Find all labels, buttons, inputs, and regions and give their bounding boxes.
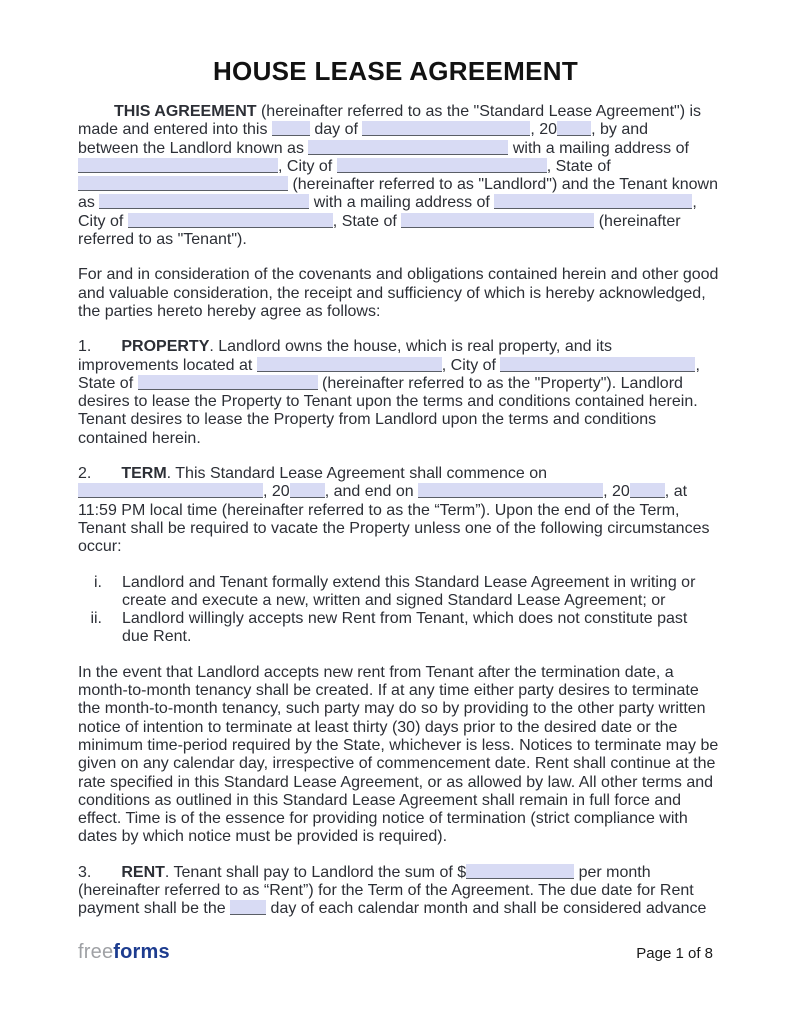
text-line bbox=[78, 792, 713, 810]
document-body bbox=[78, 103, 719, 919]
bold-text-run: THIS AGREEMENT bbox=[114, 103, 257, 120]
text-run: , 20 bbox=[263, 483, 290, 501]
text-run: desires to lease the Property to Tenant upon the terms and conditions contained herein. bbox=[78, 393, 698, 411]
text-line bbox=[78, 610, 713, 628]
start-date-blank[interactable] bbox=[78, 483, 263, 498]
text-line bbox=[78, 900, 713, 918]
text-line bbox=[78, 574, 713, 592]
text-line bbox=[78, 774, 713, 792]
intro-paragraph bbox=[78, 103, 718, 249]
bold-text-run: TERM bbox=[121, 465, 167, 483]
text-run: Tenant desires to lease the Property from Landlord upon the terms and conditions bbox=[78, 411, 657, 429]
text-run: In the event that Landlord accepts new rent from Tenant after the termination date, a bbox=[78, 663, 674, 681]
text-line bbox=[78, 700, 713, 718]
text-line bbox=[78, 520, 713, 538]
text-line bbox=[78, 158, 713, 176]
term-circumstances-list bbox=[78, 574, 713, 647]
text-run: Landlord and Tenant formally extend this Standard Lease Agreement in writing or bbox=[122, 573, 696, 591]
text-run: , 20 bbox=[603, 483, 630, 501]
text-line bbox=[78, 121, 713, 139]
text-run: , at bbox=[664, 483, 688, 501]
text-line bbox=[78, 140, 713, 158]
text-line bbox=[78, 194, 713, 212]
section-3-rent bbox=[78, 864, 713, 919]
page-footer bbox=[78, 941, 713, 964]
text-line bbox=[78, 266, 719, 284]
text-run: , and end on bbox=[324, 483, 419, 501]
text-run: , by and bbox=[591, 121, 649, 139]
end-year-blank[interactable] bbox=[630, 483, 665, 498]
landlord-city-blank[interactable] bbox=[337, 158, 547, 173]
text-run: 3. bbox=[78, 863, 92, 881]
logo-text-free: free bbox=[78, 941, 114, 963]
text-run: conditions as outlined in this Standard Lease Agreement shall remain in full force and bbox=[78, 791, 682, 809]
text-run: State of bbox=[78, 374, 138, 392]
text-run: create and execute a new, written and signed Standard Lease Agreement; or bbox=[122, 591, 666, 609]
text-run: due Rent. bbox=[122, 628, 192, 646]
tenant-name-blank[interactable] bbox=[99, 194, 309, 209]
text-line bbox=[78, 502, 713, 520]
text-run: Tenant shall be required to vacate the Property unless one of the following circumstances bbox=[78, 519, 710, 537]
text-line bbox=[78, 810, 713, 828]
text-run: , City of bbox=[441, 356, 501, 374]
text-run: given on any calendar day, irrespective of commencement date. Rent shall continue at the bbox=[78, 755, 716, 773]
text-run: , State of bbox=[332, 212, 402, 230]
text-line bbox=[78, 483, 713, 501]
text-line bbox=[78, 828, 713, 846]
landlord-name-blank[interactable] bbox=[308, 140, 508, 155]
text-run: with a mailing address of bbox=[508, 139, 689, 157]
text-run: day of each calendar month and shall be considered advance bbox=[266, 900, 707, 918]
consideration-paragraph bbox=[78, 266, 719, 321]
text-line bbox=[78, 664, 713, 682]
text-line bbox=[78, 231, 713, 249]
document-title: HOUSE LEASE AGREEMENT bbox=[212, 56, 579, 86]
text-line bbox=[78, 465, 713, 483]
text-run: , City of bbox=[278, 157, 337, 175]
text-run: as bbox=[78, 194, 100, 212]
text-line bbox=[78, 393, 713, 411]
text-run: , bbox=[692, 194, 697, 212]
end-date-blank[interactable] bbox=[418, 483, 603, 498]
freeforms-logo bbox=[78, 941, 170, 964]
text-run: , State of bbox=[546, 157, 611, 175]
text-run: (hereinafter referred to as the "Standard Lease Agreement") is bbox=[256, 103, 702, 120]
text-run: City of bbox=[78, 212, 128, 230]
text-run: (hereinafter referred to as “Rent”) for the Term of the Agreement. The due date for Rent bbox=[78, 881, 694, 899]
text-run: . Tenant shall pay to Landlord the sum of $ bbox=[164, 863, 467, 881]
text-run: day of bbox=[309, 121, 363, 139]
section-2-term bbox=[78, 465, 713, 556]
text-run: rate specified in this Standard Lease Agreement, or as allowed by law. All other terms and bbox=[78, 773, 714, 791]
text-line bbox=[78, 375, 713, 393]
property-address-blank[interactable] bbox=[257, 357, 442, 372]
rent-due-day-blank[interactable] bbox=[230, 900, 266, 915]
text-run: effect. Time is of the essence for providing notice of termination (strict compliance with bbox=[78, 810, 688, 828]
text-line bbox=[78, 682, 713, 700]
text-line bbox=[78, 411, 713, 429]
text-run: (hereinafter referred to as "Landlord") and the Tenant known bbox=[288, 176, 718, 194]
text-line bbox=[78, 538, 713, 556]
year-blank[interactable] bbox=[557, 121, 591, 136]
text-line bbox=[78, 736, 719, 755]
text-run: month-to-month tenancy shall be created. If at any time either party desires to terminate bbox=[78, 682, 699, 700]
tenant-city-blank[interactable] bbox=[128, 213, 333, 228]
text-run: made and entered into this bbox=[78, 121, 272, 139]
bold-text-run: PROPERTY bbox=[121, 338, 210, 356]
bold-text-run: RENT bbox=[121, 863, 165, 881]
text-run: (hereinafter bbox=[594, 212, 681, 230]
text-line bbox=[78, 628, 713, 646]
text-run: (hereinafter referred to as the "Property"). Landlord bbox=[317, 374, 683, 392]
text-line bbox=[78, 719, 713, 737]
landlord-address-blank[interactable] bbox=[78, 158, 278, 173]
text-run: 1. bbox=[78, 338, 92, 356]
text-line bbox=[78, 864, 713, 882]
text-run: 11:59 PM local time (hereinafter referred to as the “Term”). Upon the end of the Term, bbox=[78, 501, 680, 519]
text-line bbox=[78, 755, 716, 773]
text-run: contained herein. bbox=[78, 429, 201, 447]
page-number: Page 1 of 8 bbox=[636, 945, 713, 962]
text-run: with a mailing address of bbox=[309, 194, 495, 212]
text-run: improvements located at bbox=[78, 356, 257, 374]
rent-amount-blank[interactable] bbox=[466, 864, 574, 879]
start-year-blank[interactable] bbox=[290, 483, 325, 498]
tenant-state-blank[interactable] bbox=[401, 213, 594, 228]
text-line bbox=[78, 430, 713, 448]
text-run: occur: bbox=[78, 538, 122, 556]
landlord-state-blank[interactable] bbox=[78, 176, 288, 191]
text-line bbox=[78, 357, 713, 375]
text-line bbox=[78, 103, 713, 121]
text-line bbox=[78, 285, 713, 303]
text-line bbox=[78, 303, 713, 321]
month-blank[interactable] bbox=[362, 121, 530, 136]
text-run: payment shall be the bbox=[78, 900, 231, 918]
text-run: the parties hereto hereby agree as follows: bbox=[78, 302, 381, 320]
property-state-blank[interactable] bbox=[138, 375, 318, 390]
day-of-month-blank[interactable] bbox=[272, 121, 310, 136]
text-run: the month-to-month tenancy, such party may do so by providing to the other party written bbox=[78, 700, 706, 718]
text-run: 2. bbox=[78, 465, 92, 483]
text-run: dates by which notice must be provided is required). bbox=[78, 828, 448, 846]
text-line bbox=[78, 338, 713, 356]
logo-text-forms: forms bbox=[113, 941, 170, 963]
text-run: , bbox=[695, 356, 700, 374]
text-run: between the Landlord known as bbox=[78, 139, 309, 157]
text-line bbox=[78, 176, 718, 194]
list-marker: i. bbox=[94, 573, 102, 591]
text-run: . Landlord owns the house, which is real property, and its bbox=[209, 338, 612, 356]
month-to-month-paragraph bbox=[78, 663, 719, 847]
text-run: notice of intention to terminate at least thirty (30) days prior to the desired date or the bbox=[78, 718, 678, 736]
text-line bbox=[78, 592, 713, 610]
text-run: minimum time-period required by the State, whichever is less. Notices to terminate may be bbox=[78, 736, 719, 754]
text-line bbox=[78, 213, 713, 231]
text-line bbox=[78, 882, 713, 900]
section-1-property bbox=[78, 338, 713, 448]
property-city-blank[interactable] bbox=[500, 357, 695, 372]
text-run: For and in consideration of the covenants and obligations contained herein and other good bbox=[78, 266, 719, 284]
text-run: and valuable consideration, the receipt and sufficiency of which is hereby acknowledged, bbox=[78, 284, 706, 302]
text-run: , 20 bbox=[530, 121, 558, 139]
tenant-address-blank[interactable] bbox=[494, 194, 692, 209]
text-run: referred to as "Tenant"). bbox=[78, 231, 247, 249]
text-run: Landlord willingly accepts new Rent from Tenant, which does not constitute past bbox=[122, 610, 688, 628]
text-run: per month bbox=[574, 863, 651, 881]
text-run: . This Standard Lease Agreement shall commence on bbox=[166, 465, 548, 483]
list-marker: ii. bbox=[90, 610, 102, 628]
